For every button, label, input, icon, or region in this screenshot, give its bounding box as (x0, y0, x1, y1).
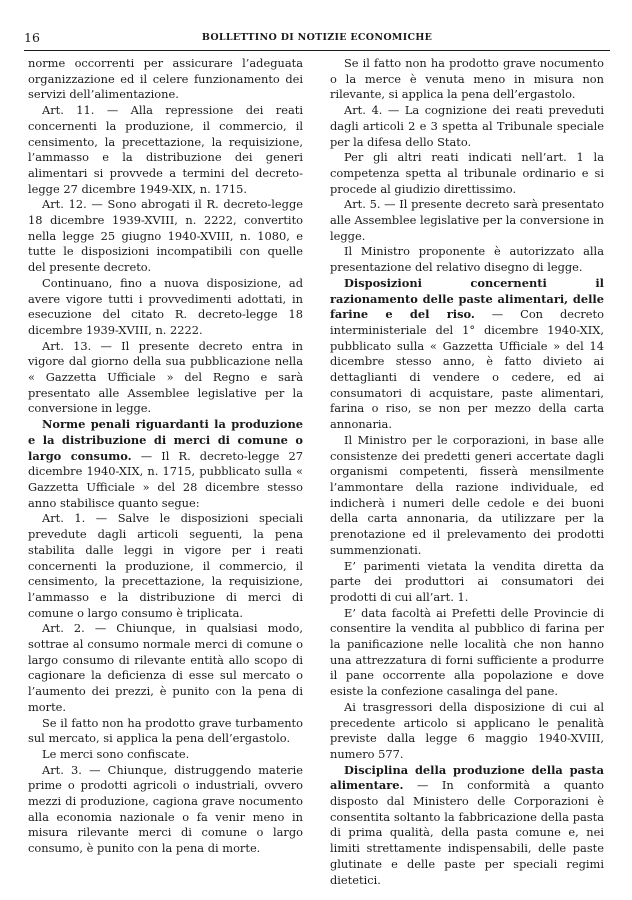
paragraph: E’ parimenti vietata la vendita diretta da parte dei produttori ai consumatori dei prodotti di cui all’art. 1. (330, 558, 604, 604)
section-title: Disposizioni concernenti il razionamento delle paste alimentari, delle farine e del riso. (330, 275, 604, 322)
running-title: BOLLETTINO DI NOTIZIE ECONOMICHE (201, 32, 433, 43)
section-intro: — Il R. decreto-legge 27 dicembre 1940-XIX, n. 1715, pubblicato sulla « Gazzetta Ufficiale » del 28 dicembre stesso anno stabilisce quanto segue: (28, 448, 303, 510)
page-number: 16 (24, 30, 40, 45)
article-13: Art. 13. — Il presente decreto entra in vigore dal giorno della sua pubblicazione nella « Gazzetta Ufficiale » del Regno e sarà presentato alle Assemblee legislative per la conversione in legge. (28, 338, 303, 416)
paragraph: Le merci sono confiscate. (42, 746, 190, 761)
article-3: Art. 3. — Chiunque, distruggendo materie prime o prodotti agricoli o industriali, ovvero mezzi di produzione, cagiona grave nocumento alla economia nazionale o fa venir meno in misura rilevante merci di comune o largo consumo, è punito con la pena di morte. (28, 762, 303, 856)
header-rule (24, 50, 610, 51)
article-1: Art. 1. — Salve le disposizioni speciali prevedute dagli articoli seguenti, la pena stabilita dalle leggi in vigore per i reati concernenti la produzione, il commercio, il censimento, la precettazione, la requisizione, l’ammasso e la distribuzione di merci di comune o largo consumo è triplicata. (28, 511, 303, 620)
paragraph: Il Ministro proponente è autorizzato alla presentazione del relativo disegno di legge. (330, 244, 604, 275)
section-norme-penali (28, 417, 303, 511)
article-12: Art. 12. — Sono abrogati il R. decreto-legge 18 dicembre 1939-XVIII, n. 2222, convertito nella legge 25 giugno 1940-XVIII, n. 1080, e tutte le disposizioni incompatibili con quelle del presente decreto. (28, 197, 303, 275)
paragraph: E’ data facoltà ai Prefetti delle Provincie di consentire la vendita al pubblico di farina per la panificazione nelle località che non hanno una attrezzatura di forni sufficiente a produrre il pane occorrente alla popolazione e dove esiste la confezione casalinga del pane. (330, 605, 604, 699)
article-11: Art. 11. — Alla repressione dei reati concernenti la produzione, il commercio, il censimento, la precettazione, la requisizione, l’ammasso e la distribuzione dei generi alimentari si provvede a termini del decreto-legge 27 dicembre 1949-XIX, n. 1715. (28, 103, 303, 196)
paragraph: Se il fatto non ha prodotto grave turbamento sul mercato, si applica la pena dell’ergastolo. (28, 715, 303, 746)
section-pasta-alimentare (330, 763, 604, 889)
paragraph: Ai trasgressori della disposizione di cui al precedente articolo si applicano le penalità previste dalla legge 6 maggio 1940-XVIII, numero 577. (330, 699, 604, 761)
right-column (330, 56, 604, 888)
paragraph: Se il fatto non ha prodotto grave nocumento o la merce è venuta meno in misura non rilevante, si applica la pena dell’ergastolo. (330, 56, 604, 102)
section-title: Norme penali riguardanti la produzione e la distribuzione di merci di comune o largo consumo. (28, 417, 303, 463)
article-4: Art. 4. — La cognizione dei reati preveduti dagli articoli 2 e 3 spetta al Tribunale speciale per la difesa dello Stato. (330, 103, 604, 149)
left-column (28, 56, 303, 857)
paragraph: Continuano, fino a nuova disposizione, ad avere vigore tutti i provvedimenti adottati, in esecuzione del citato R. decreto-legge 18 dicembre 1939-XVIII, n. 2222. (28, 275, 303, 337)
paragraph: Per gli altri reati indicati nell’art. 1 la competenza spetta al tribunale ordinario e si procede al giudizio direttissimo. (330, 150, 604, 196)
paragraph: norme occorrenti per assicurare l’adeguata organizzazione ed il celere funzionamento dei servizi dell’alimentazione. (28, 56, 303, 102)
page-header (24, 30, 610, 48)
article-2: Art. 2. — Chiunque, in qualsiasi modo, sottrae al consumo normale merci di comune o largo consumo di rilevante entità allo scopo di cagionare la deficienza di esse sul mercato o l’aumento dei prezzi, è punito con la pena di morte. (28, 621, 303, 714)
section-title: Disciplina della produzione della pasta alimentare. (330, 762, 604, 793)
section-razionamento (330, 276, 604, 433)
article-5: Art. 5. — Il presente decreto sarà presentato alle Assemblee legislative per la conversione in legge. (330, 197, 604, 243)
paragraph: Il Ministro per le corporazioni, in base alle consistenze dei predetti generi accertate dagli organismi competenti, fisserà mensilmente l’ammontare della razione individuale, ed indicherà i numeri delle cedole e dei buoni della carta annonaria, da utilizzare per la prenotazione ed il prelevamento dei prodotti summenzionati. (330, 432, 604, 557)
section-intro: — In conformità a quanto disposto dal Ministero delle Corporazioni è consentita soltanto la fabbricazione della pasta di prima qualità, della pasta comune e, nei limiti strettamente indispensabili, delle paste glutinate e delle paste per speciali regimi dietetici. (330, 778, 604, 887)
section-intro: — Con decreto interministeriale del 1° dicembre 1940-XIX, pubblicato sulla « Gazzetta Ufficiale » del 14 dicembre stesso anno, è fatto divieto ai dettaglianti di vendere o cedere, ed ai consumatori di acquistare, paste alimentari, farina o riso, se non per mezzo della carta annonaria. (330, 307, 604, 432)
